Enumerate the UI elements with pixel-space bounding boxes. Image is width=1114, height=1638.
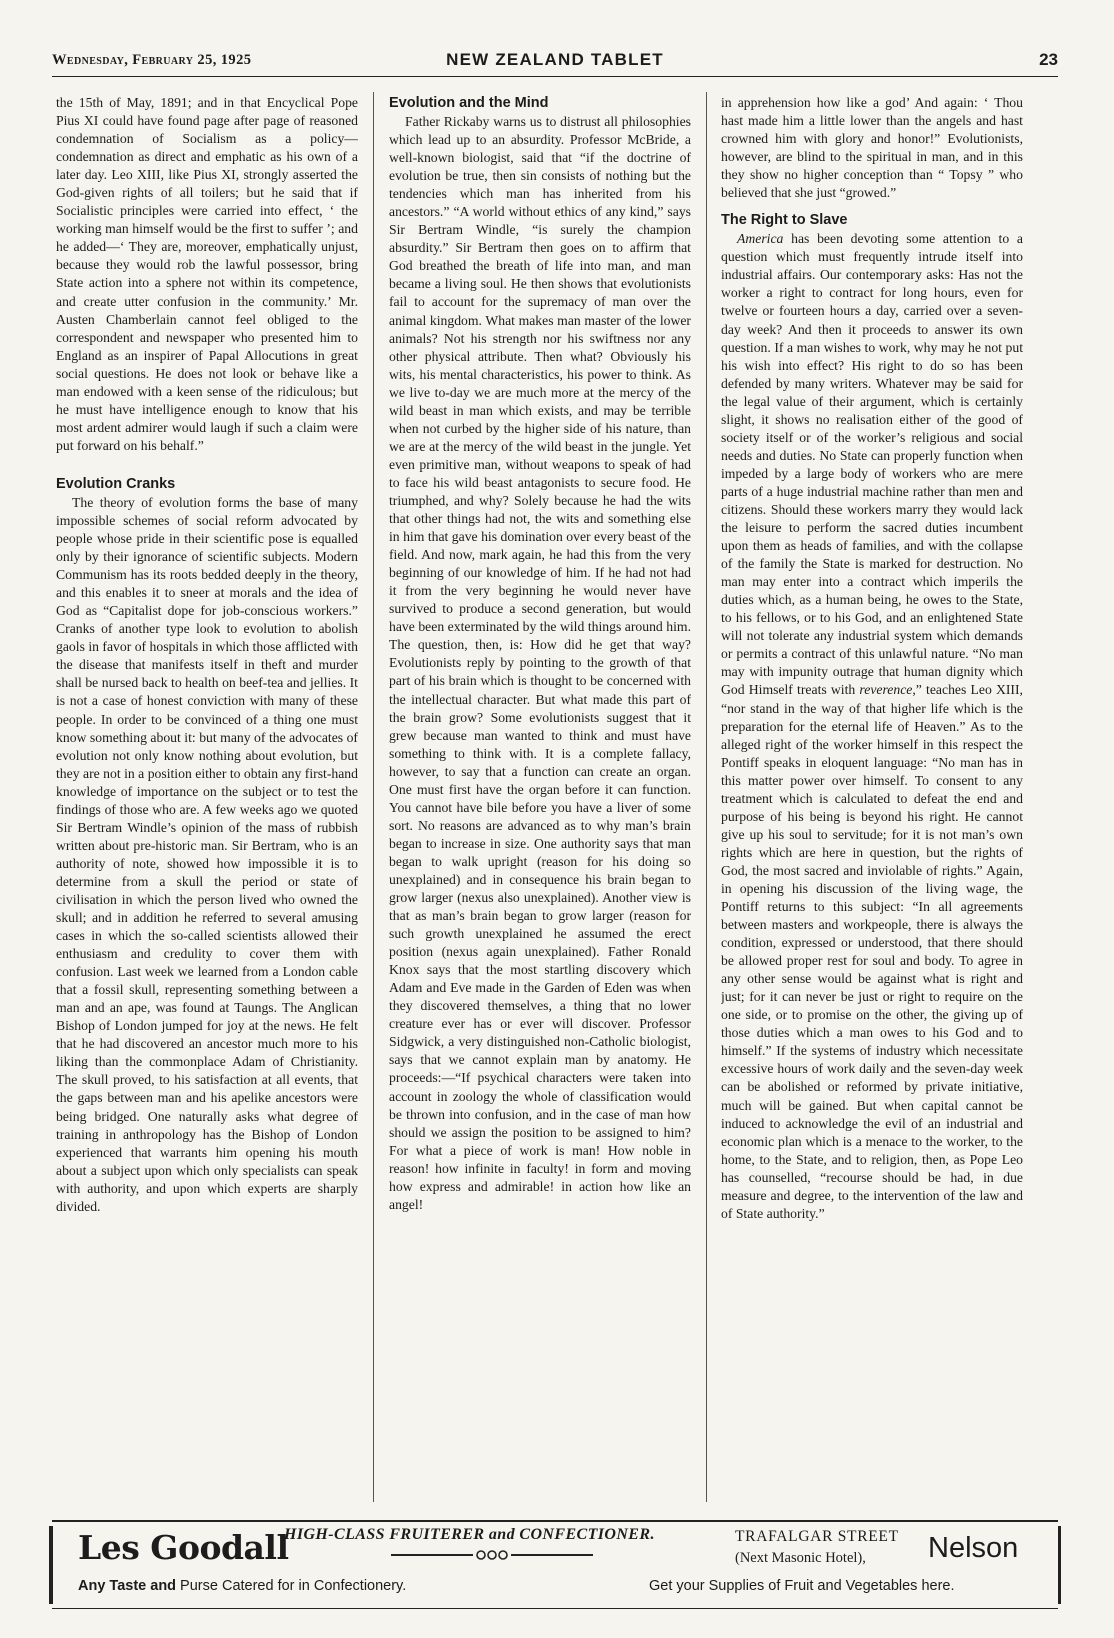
column-1 [56, 94, 358, 1499]
column-3 [721, 94, 1023, 1499]
paragraph-right-to-slave [721, 230, 1023, 1223]
ornament-icon [387, 1548, 597, 1562]
paragraph-socialism: the 15th of May, 1891; and in that Encyclical Pope Pius XI could have found page after page of reasoned condemnation of Socialism as a policy—condemnation as direct and emphatic as his own of a later day. Leo XIII, like Pius XI, strongly asserted the God-given rights of all toilers; but he said that if Socialistic principles were carried into effect, ‘ the working man himself would be the first to suffer ’; and he added—‘ They are, moreover, emphatically unjust, because they would rob the lawful possessor, bring State action into a sphere not within its competence, and create utter confusion in the community.’ Mr. Austen Chamberlain cannot feel obliged to the correspondent and newspaper who presented him to England as an inspirer of Papal Allocutions in great social questions. He does not look or behave like a man endowed with a keen sense of the ridiculous; but he must have intelligence enough to know that his most ardent admirer would laugh if such a claim were put forward on his behalf.” [56, 95, 358, 453]
column-divider [706, 92, 707, 1502]
ad-landmark: (Next Masonic Hotel), [735, 1550, 866, 1566]
heading-right-to-slave: The Right to Slave [721, 212, 848, 229]
paragraph-evolution-and-mind: Father Rickaby warns us to distrust all philosophies which lead up to an absurdity. Professor McBride, a well-known biologist, said that “if the doctrine of evolution be true, then sin consists of nothing but the tendencies which man has inherited from his ancestors.” “A world without ethics of any kind,” says Sir Bertram Windle, “is surely the champion absurdity.” Sir Bertram then goes on to affirm that God breathed the breath of life into man, and man became a living soul. He then shows that evolutionists fail to account for the supremacy of man over the animal kingdom. What makes man master of the lower animals? Not his strength nor his swiftness nor any other physical attribute. Then what? Obviously his wits, his mental characteristics, his power to think. As we live to-day we are much more at the mercy of the wild beast in man which exists, and may be terrible when not curbed by the higher side of his nature, than we are at the mercy of the wild beast in the jungle. Yet even primitive man, without weapons to speak of had to face his wild beast antagonists to secure food. He triumphed, and why? Solely because he had the wits that other things had not, the wits and something else in him that gave his domination over every beast of the field. And now, mark again, he had this from the very beginning of our knowledge of him. If he had not had it from the very beginning he would never have survived to produce a second generation, but would have been exterminated by the wild things around him. The question, then, is: How did he get that way? Evolutionists reply by pointing to the growth of that part of his brain which is thought to be concerned with the intellectual character. But what made this part of the brain grow? Some evolutionists suggest that it grew because man wanted to think and must have something to think with. It is a complete fallacy, however, to say that a function can create an organ. One must first have the organ before it can function. You cannot have bile before you have a liver of some sort. No reasons are advanced as to why man’s brain began to increase in size. One authority says that man began to walk upright (reason for his doing so unexplained) and in consequence his brain began to grow larger (nexus also unexplained). Another view is that as man’s brain began to grow larger (reason for such growth unexplained he assumed the erect position (nexus again unexplained). Father Ronald Knox says that the most startling discovery which Adam and Eve made in the Garden of Eden was when they discovered themselves, a thing that no lower creature ever has or ever will discover. Professor Sidgwick, a very distinguished non-Catholic biologist, says that we cannot explain man by anatomy. He proceeds:—“If psychical characters were taken into account in zoology the whole of classification would be thrown into confusion, and in the case of man how should we assign the position to be assigned to him? For what a piece of work is man! How noble in reason! how infinite in faculty! in form and moving how express and admirable! in action how like an angel! [389, 114, 691, 1212]
ad-bold-text: Any Taste and [78, 1578, 177, 1594]
publication-title: NEW ZEALAND TABLET [446, 50, 664, 69]
ad-border-left [49, 1526, 53, 1604]
ad-street: TRAFALGAR STREET [735, 1528, 899, 1545]
ad-tagline: HIGH-CLASS FRUITERER and CONFECTIONER. [284, 1526, 655, 1543]
ad-border-right [1058, 1526, 1061, 1604]
heading-evolution-cranks: Evolution Cranks [56, 475, 176, 492]
heading-evolution-and-mind: Evolution and the Mind [389, 95, 549, 111]
paragraph-evolution-cranks: The theory of evolution forms the base of many impossible schemes of social reform advocated by people whose pride in their scientific pose is equalled only by their ignorance of scientific subjects. Modern Communism has its roots bedded deeply in the theory, and this enables it to sneer at morals and the idea of God as “Capitalist dope for job-conscious workers.” Cranks of another type look to evolution to abolish gaols in favor of hospitals in which those afflicted with the disease that manifests itself in theft and murder shall be nursed back to health on beef-tea and jellies. It is not a case of honest conviction with many of these people. In order to be convinced of a thing one must know something about it: but many of the advocates of evolution not only know nothing about evolution, but they are not in a position either to obtain any first-hand knowledge of importance on the subject or to test the findings of those who are. A few weeks ago we quoted Sir Bertram Windle’s opinion of the mass of rubbish written about pre-historic man. Sir Bertram, who is an authority of note, showed how impossible it is to determine from a skull the period or state of civilisation in which the person lived who owned the skull; and in addition he referred to several amusing cases in which the so-called scientists allowed their enthusiasm and credulity to cover them with confusion. Last week we learned from a London cable that a fossil skull, representing something between a man and an ape, was found at Taungs. The Anglican Bishop of London jumped for joy at the news. He felt that he had discovered an ancestor much more to his liking than the commonplace Adam of Christianity. The skull proved, to his satisfaction at all events, that the gaps between man and his apelike ancestors were being bridged. One naturally asks what degree of training in anthropology has the Bishop of London experienced that warrants him opening his mouth about a subject upon which only specialists can speak with authority, and upon which experts are sharply divided. [56, 494, 358, 1214]
page-number: 23 [1039, 50, 1058, 69]
italic-reverence: reverence [859, 682, 913, 698]
page-header [52, 50, 1058, 72]
ad-city: Nelson [928, 1532, 1019, 1564]
italic-america: America [737, 231, 784, 247]
column-divider [373, 92, 374, 1502]
header-rule [52, 76, 1058, 77]
ad-confectionery-line [78, 1578, 406, 1594]
advertisement [52, 1520, 1058, 1609]
issue-date: Wednesday, February 25, 1925 [52, 52, 252, 68]
column-2 [389, 94, 691, 1499]
paragraph-continuation: in apprehension how like a god’ And again: ‘ Thou hast made him a little lower than the angels and hast crowned him with glory and honor!” Evolutionists, however, are blind to the spiritual in man, and in this they show no higher conception than “ Topsy ” who believed that she just “growed.” [721, 95, 1023, 201]
text-run: has been devoting some attention to a question which must frequently intrude itself into industrial affairs. Our contemporary asks: Has not the worker a right to contract for long hours, even for twelve or fourteen hours a day, carried over a seven-day week? And then it proceeds to answer its own question. If a man wishes to work, why may he not put his wish into effect? His right to do so has been defended by many writers. Whatever may be said for the legal value of their argument, which is certainly slight, it shows no realisation either of the good of society itself or of the worker’s religious and social needs and duties. No State can properly function when impeded by a large body of workers who are mere parts of a huge industrial machine rather than men and citizens. Should these workers marry they would lack the leisure to perform the sacred duties incumbent upon them as heads of families, and with the collapse of the family the State is marked for destruction. No man may enter into a contract which imperils the duties which, as a human being, he owes to the State, to his fellows, or to his God, and an enlightened State will not tolerate any industrial system which demands or permits a contract of this unlawful nature. “No man may with impunity outrage that human dignity which God Himself treats with [721, 231, 1023, 698]
ad-supplies-line: Get your Supplies of Fruit and Vegetables here. [649, 1578, 955, 1594]
ad-text: Purse Catered for in Confectionery. [176, 1578, 407, 1594]
text-run: ,” teaches Leo XIII, “nor stand in the way of that higher life which is the preparation for the eternal life of Heaven.” As to the alleged right of the worker himself in this respect the Pontiff speaks in eloquent language: “No man has in this matter power over himself. To consent to any treatment which is calculated to defeat the end and purpose of his being is beyond his right. He cannot give up his soul to servitude; for it is not man’s own rights which are here in question, but the rights of God, the most sacred and inviolable of rights.” Again, in opening his discussion of the living wage, the Pontiff returns to this subject: “In all agreements between masters and workpeople, there is always the condition, expressed or understood, that there should be allowed proper rest for soul and body. To agree in any other sense would be against what is right and just; for it can never be just or right to require on the one side, or to promise on the other, the giving up of those duties which a man owes to his God and to himself.” If the systems of industry which necessitate excessive hours of work daily and the seven-day week can be abolished or reformed by private initiative, much will be gained. But when capital cannot be induced to acknowledge the evil of an industrial and economic plan which is a menace to the worker, to the home, to the State, and to religion, then, as Pope Leo has counselled, “recourse should be had, in due measure and degree, to the intervention of the law and of State authority.” [721, 682, 1023, 1221]
ad-brand: Les Goodall [78, 1528, 289, 1567]
